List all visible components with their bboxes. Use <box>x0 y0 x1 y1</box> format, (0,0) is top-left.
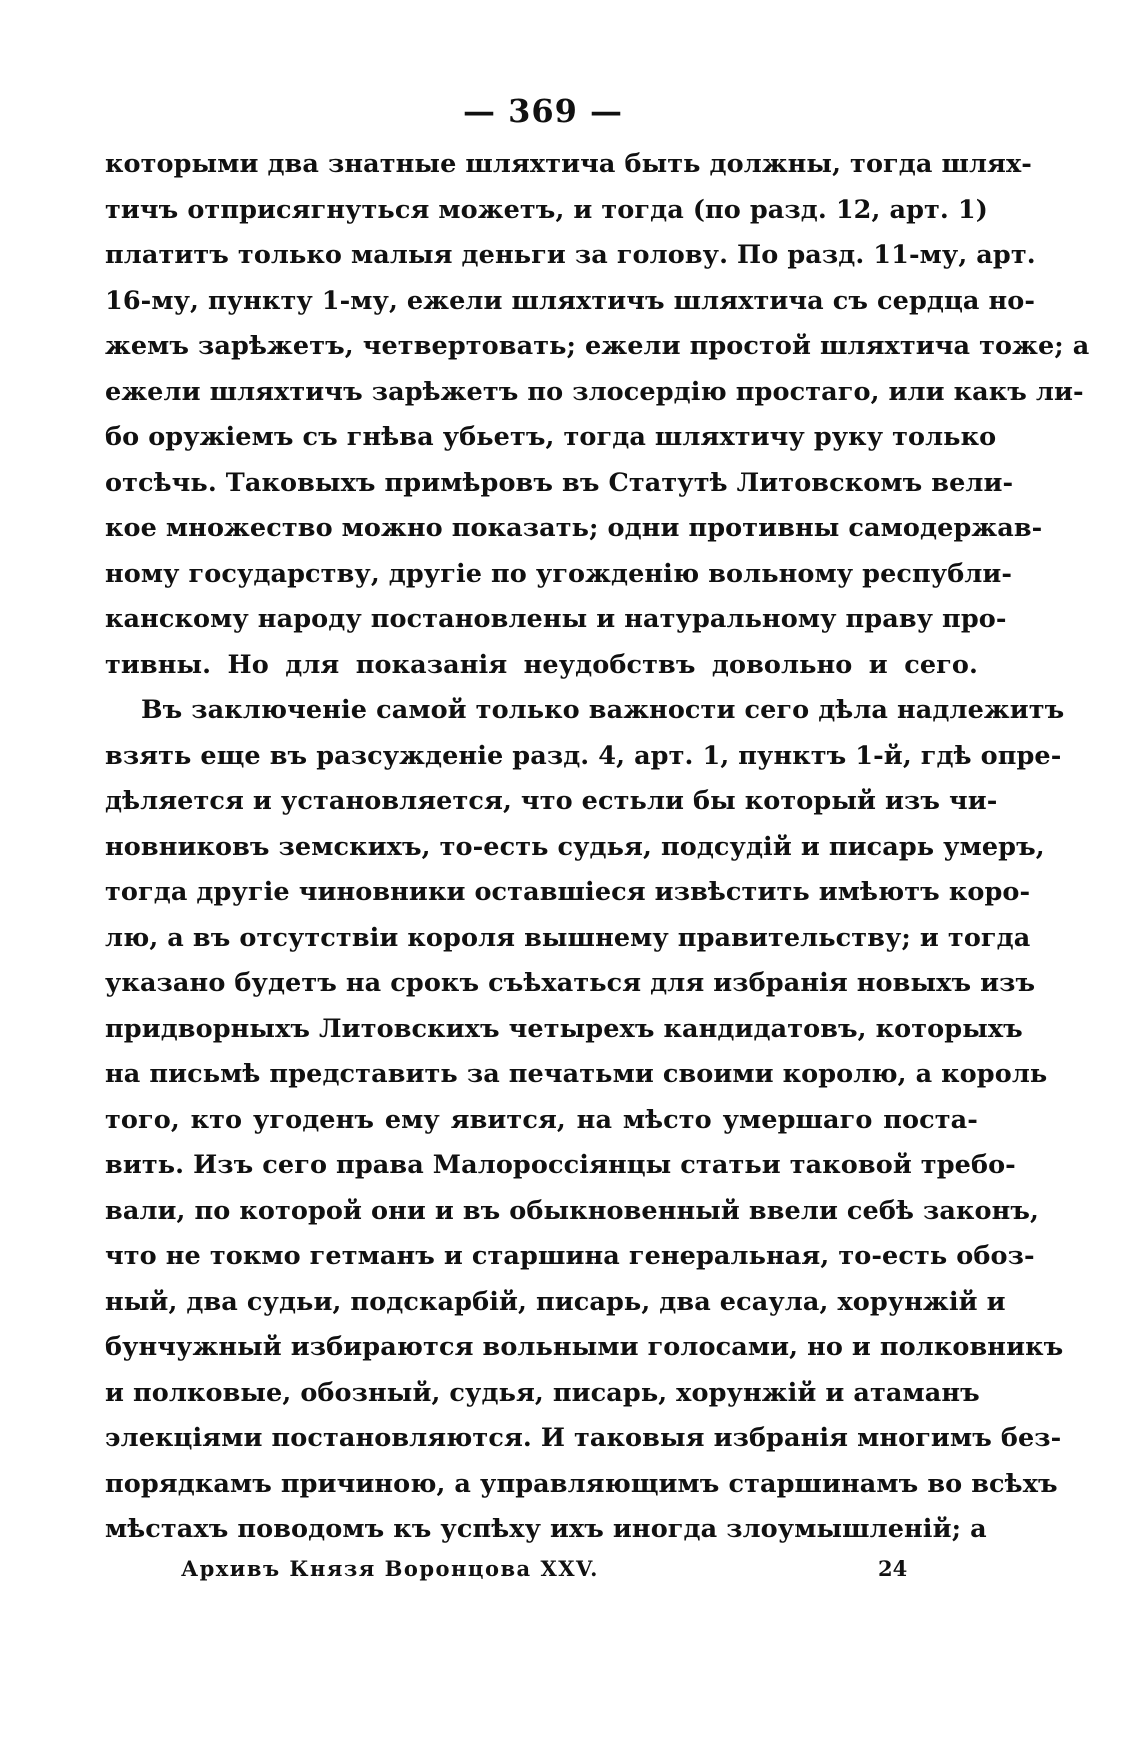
text-line: элекціями постановляются. И таковыя избранія многимъ без- <box>105 1423 1062 1453</box>
text-line: на письмѣ представить за печатьми своими королю, а король <box>105 1059 1048 1089</box>
text-line: дѣляется и установляется, что естьли бы который изъ чи- <box>105 786 998 816</box>
text-line: отсѣчь. Таковыхъ примѣровъ въ Статутѣ Литовскомъ вели- <box>105 467 1014 498</box>
signature-mark: 24 <box>878 1556 908 1581</box>
text-line: тичъ отприсягнуться можетъ, и тогда (по разд. 12, арт. 1) <box>105 194 988 225</box>
text-line: вали, по которой они и въ обыкновенный ввели себѣ законъ, <box>105 1195 1040 1226</box>
text-line: придворныхъ Литовскихъ четырехъ кандидатовъ, которыхъ <box>105 1013 1023 1044</box>
text-line: ный, два судьи, подскарбій, писарь, два есаула, хорунжій и <box>105 1286 1006 1317</box>
text-line: порядкамъ причиною, а управляющимъ старшинамъ во всѣхъ <box>105 1468 1058 1499</box>
text-line: мѣстахъ поводомъ къ успѣху ихъ иногда злоумышленій; а <box>105 1514 987 1544</box>
text-line: того, кто угоденъ ему явится, на мѣсто умершаго поста- <box>105 1104 978 1135</box>
text-line: лю, а въ отсутствіи короля вышнему правительству; и тогда <box>105 922 1031 953</box>
text-line: тогда другіе чиновники оставшіеся извѣстить имѣютъ коро- <box>105 877 1031 907</box>
body-text <box>105 142 1090 1553</box>
text-line: ному государству, другіе по угожденію вольному республи- <box>105 558 1013 589</box>
text-line: и полковые, обозный, судья, писарь, хорунжій и атаманъ <box>105 1377 980 1408</box>
text-line: платитъ только малыя деньги за голову. По разд. 11-му, арт. <box>105 240 1036 270</box>
text-line: канскому народу постановлены и натуральному праву про- <box>105 604 1007 634</box>
page-number: — 369 — <box>462 92 624 130</box>
text-line: 16-му, пункту 1-му, ежели шляхтичъ шляхтича съ сердца но- <box>105 285 1036 316</box>
text-line: тивны. Но для показанія неудобствъ довольно и сего. <box>105 649 978 680</box>
page-footer <box>0 1552 1140 1592</box>
text-line: что не токмо гетманъ и старшина генеральная, то-есть обоз- <box>105 1241 1035 1271</box>
text-line: указано будетъ на срокъ съѣхаться для избранія новыхъ изъ <box>105 968 1036 998</box>
text-line: новниковъ земскихъ, то-есть судья, подсудій и писарь умеръ, <box>105 831 1045 862</box>
footer-title: Архивъ Князя Воронцова XXV. <box>181 1556 599 1581</box>
text-line: вить. Изъ сего права Малороссіянцы статьи таковой требо- <box>105 1150 1016 1180</box>
text-line: взять еще въ разсужденіе разд. 4, арт. 1, пунктъ 1-й, гдѣ опре- <box>105 740 1062 771</box>
text-line: которыми два знатные шляхтича быть должны, тогда шлях- <box>105 149 1032 179</box>
text-line: бунчужный избираются вольными голосами, но и полковникъ <box>105 1332 1064 1362</box>
text-line: кое множество можно показать; одни противны самодержав- <box>105 513 1043 543</box>
text-line: ежели шляхтичъ зарѣжетъ по злосердію простаго, или какъ ли- <box>105 376 1084 407</box>
text-line: бо оружіемъ съ гнѣва убьетъ, тогда шляхтичу руку только <box>105 422 997 452</box>
paragraph-start-line: Въ заключеніе самой только важности сего дѣла надлежитъ <box>141 695 1065 725</box>
text-line: жемъ зарѣжетъ, четвертовать; ежели простой шляхтича тоже; а <box>105 331 1090 361</box>
